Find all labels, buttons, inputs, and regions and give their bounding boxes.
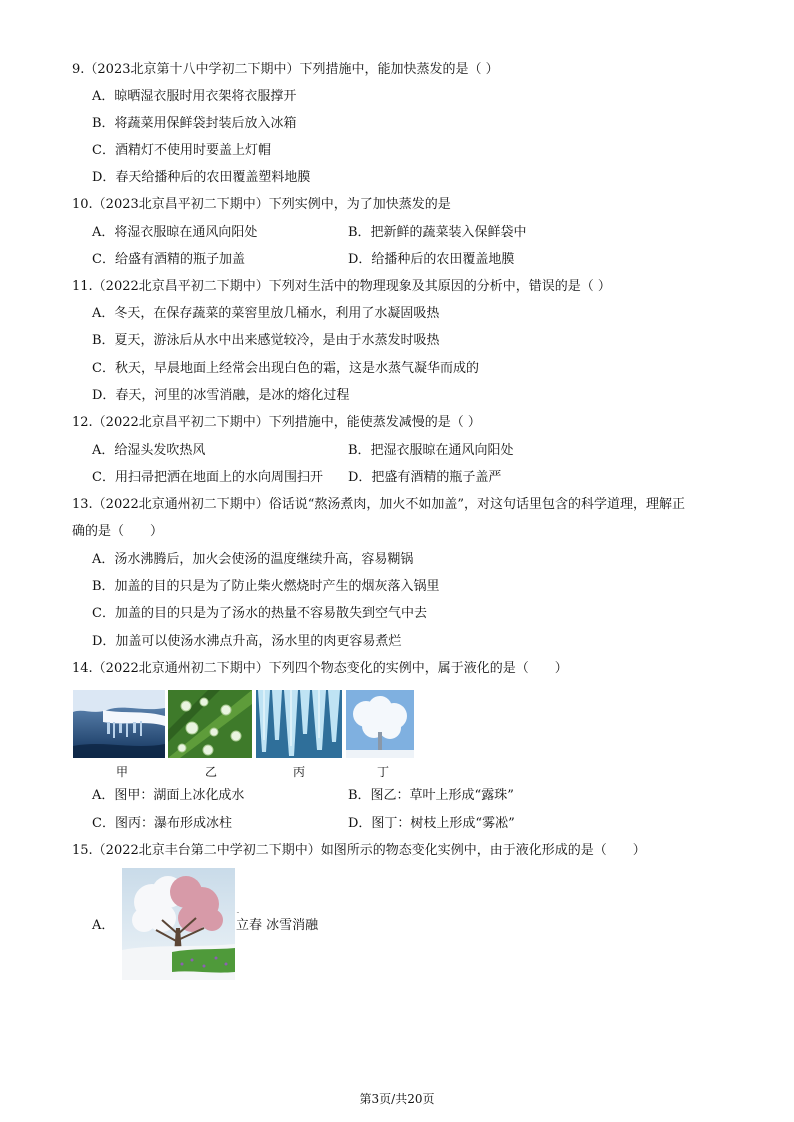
- q11-option-d: D．春天，河里的冰雪消融，是冰的熔化过程: [92, 388, 350, 403]
- q11-stem: 11.（2022北京昌平初二下期中）下列对生活中的物理现象及其原因的分析中，错误的是（ ）: [72, 279, 611, 294]
- q12-option-d: D．把盛有酒精的瓶子盖严: [348, 470, 502, 485]
- caption-bing: 丙: [293, 765, 306, 779]
- q12-option-a: A．给湿头发吹热风: [92, 443, 206, 458]
- q13-stem: 13.（2022北京通州初二下期中）俗话说“熬汤煮肉，加火不如加盖”，对这句话里包含的科学道理，理解正: [72, 497, 686, 512]
- caption-ding: 丁: [377, 765, 390, 779]
- q12-option-b: B．把湿衣服晾在通风向阳处: [348, 443, 514, 458]
- q15-option-a-label: A．: [92, 918, 115, 933]
- q11-option-b: B．夏天，游泳后从水中出来感觉较冷，是由于水蒸发时吸热: [92, 333, 440, 348]
- q14-option-c: C．图丙：瀑布形成冰柱: [92, 816, 232, 831]
- q10-stem: 10.（2023北京昌平初二下期中）下列实例中，为了加快蒸发的是: [72, 197, 451, 212]
- q14-option-d: D．图丁：树枝上形成“雾凇”: [348, 816, 515, 831]
- q13-option-d: D．加盖可以使汤水沸点升高，汤水里的肉更容易煮烂: [92, 634, 402, 649]
- q13-option-c: C．加盖的目的只是为了汤水的热量不容易散失到空气中去: [92, 606, 427, 621]
- q9-option-a: A．晾晒湿衣服时用衣架将衣服撑开: [92, 89, 297, 104]
- q10-option-c: C．给盛有酒精的瓶子加盖: [92, 252, 245, 267]
- q9-option-b: B．将蔬菜用保鲜袋封装后放入冰箱: [92, 116, 297, 131]
- q12-option-c: C．用扫帚把洒在地面上的水向周围扫开: [92, 470, 323, 485]
- q10-option-b: B．把新鲜的蔬菜装入保鲜袋中: [348, 225, 527, 240]
- q14-option-a: A．图甲：湖面上冰化成水: [92, 788, 245, 803]
- q13-option-a: A．汤水沸腾后，加火会使汤的温度继续升高，容易糊锅: [92, 552, 414, 567]
- q12-stem: 12.（2022北京昌平初二下期中）下列措施中，能使蒸发减慢的是（ ）: [72, 415, 481, 430]
- q15-option-a-caption: 立春 冰雪消融: [236, 918, 319, 933]
- q9-stem: 9.（2023北京第十八中学初二下期中）下列措施中，能加快蒸发的是（ ）: [72, 62, 499, 77]
- caption-yi: 乙: [205, 765, 218, 779]
- dew-on-leaf-image: [168, 690, 252, 758]
- q10-option-a: A．将湿衣服晾在通风向阳处: [92, 225, 258, 240]
- rime-on-tree-image: [346, 690, 414, 758]
- frozen-lake-image: [73, 690, 165, 758]
- q13-option-b: B．加盖的目的只是为了防止柴火燃烧时产生的烟灰落入锅里: [92, 579, 440, 594]
- spring-thaw-tree-image: [122, 868, 235, 980]
- q9-option-d: D．春天给播种后的农田覆盖塑料地膜: [92, 170, 311, 185]
- q9-option-c: C．酒精灯不使用时要盖上灯帽: [92, 143, 271, 158]
- q13-stem-continued: 确的是（ ）: [72, 524, 164, 539]
- icicle-waterfall-image: [256, 690, 342, 758]
- q10-option-d: D．给播种后的农田覆盖地膜: [348, 252, 515, 267]
- page-number-footer: 第3页/共20页: [359, 1092, 435, 1106]
- q15-stem: 15.（2022北京丰台第二中学初二下期中）如图所示的物态变化实例中，由于液化形成的是（ ）: [72, 843, 646, 858]
- q11-option-c: C．秋天，早晨地面上经常会出现白色的霜，这是水蒸气凝华而成的: [92, 361, 479, 376]
- q14-option-b: B．图乙：草叶上形成“露珠”: [348, 788, 514, 803]
- bird-icon: [229, 905, 239, 913]
- q14-stem: 14.（2022北京通州初二下期中）下列四个物态变化的实例中，属于液化的是（ ）: [72, 661, 568, 676]
- caption-jia: 甲: [116, 765, 129, 779]
- q11-option-a: A．冬天，在保存蔬菜的菜窖里放几桶水，利用了水凝固吸热: [92, 306, 440, 321]
